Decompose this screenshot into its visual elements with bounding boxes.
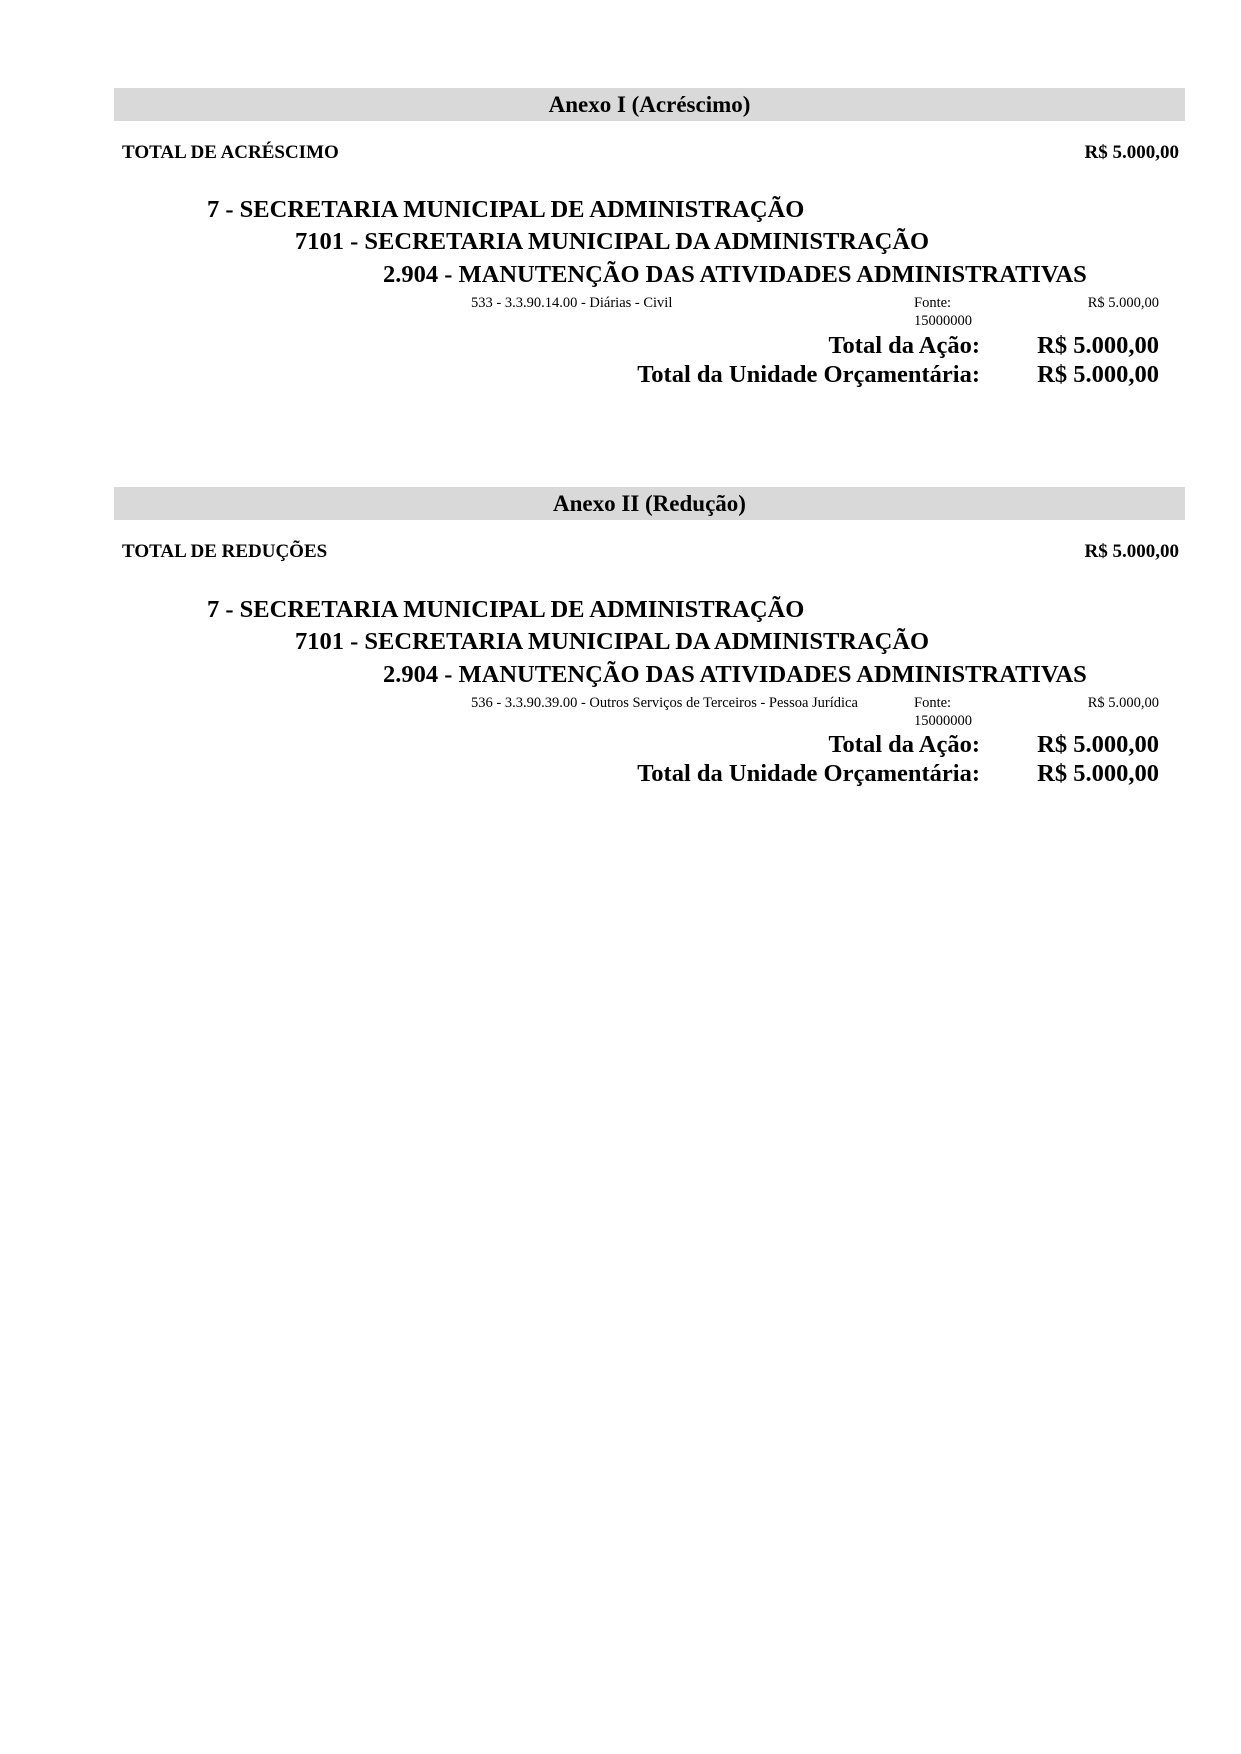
- annex-total-value: R$ 5.000,00: [1084, 541, 1179, 562]
- total-acao-label: Total da Ação:: [828, 332, 980, 359]
- unidade-heading: 7101 - SECRETARIA MUNICIPAL DA ADMINISTRAÇÃO: [295, 628, 930, 655]
- fonte-label: Fonte:: [914, 695, 952, 711]
- annex-title: Anexo II (Redução): [114, 487, 1185, 520]
- annex-title: Anexo I (Acréscimo): [114, 88, 1185, 121]
- total-unidade-value: R$ 5.000,00: [1037, 361, 1159, 388]
- item-value: R$ 5.000,00: [1087, 295, 1159, 311]
- item-description: 533 - 3.3.90.14.00 - Diárias - Civil: [471, 295, 673, 311]
- total-unidade-value: R$ 5.000,00: [1037, 760, 1159, 787]
- annex-total-value: R$ 5.000,00: [1084, 142, 1179, 163]
- unidade-heading: 7101 - SECRETARIA MUNICIPAL DA ADMINISTRAÇÃO: [295, 228, 930, 255]
- total-acao-label: Total da Ação:: [828, 731, 980, 758]
- orgao-heading: 7 - SECRETARIA MUNICIPAL DE ADMINISTRAÇÃO: [207, 596, 805, 623]
- total-acao-value: R$ 5.000,00: [1037, 332, 1159, 359]
- fonte-code: 15000000: [914, 313, 972, 329]
- annex-total-label: TOTAL DE ACRÉSCIMO: [122, 142, 339, 163]
- item-description: 536 - 3.3.90.39.00 - Outros Serviços de Terceiros - Pessoa Jurídica: [471, 695, 858, 711]
- annex-total-row: [122, 142, 1179, 164]
- item-fonte: [914, 294, 994, 330]
- fonte-label: Fonte:: [914, 295, 952, 311]
- item-value: R$ 5.000,00: [1087, 695, 1159, 711]
- acao-heading: 2.904 - MANUTENÇÃO DAS ATIVIDADES ADMINISTRATIVAS: [383, 261, 1087, 288]
- total-unidade-label: Total da Unidade Orçamentária:: [637, 361, 980, 388]
- item-fonte: [914, 694, 994, 730]
- total-acao-value: R$ 5.000,00: [1037, 731, 1159, 758]
- fonte-code: 15000000: [914, 713, 972, 729]
- total-unidade-label: Total da Unidade Orçamentária:: [637, 760, 980, 787]
- annex-total-row: [122, 541, 1179, 563]
- annex-total-label: TOTAL DE REDUÇÕES: [122, 541, 328, 562]
- acao-heading: 2.904 - MANUTENÇÃO DAS ATIVIDADES ADMINISTRATIVAS: [383, 661, 1087, 688]
- orgao-heading: 7 - SECRETARIA MUNICIPAL DE ADMINISTRAÇÃO: [207, 196, 805, 223]
